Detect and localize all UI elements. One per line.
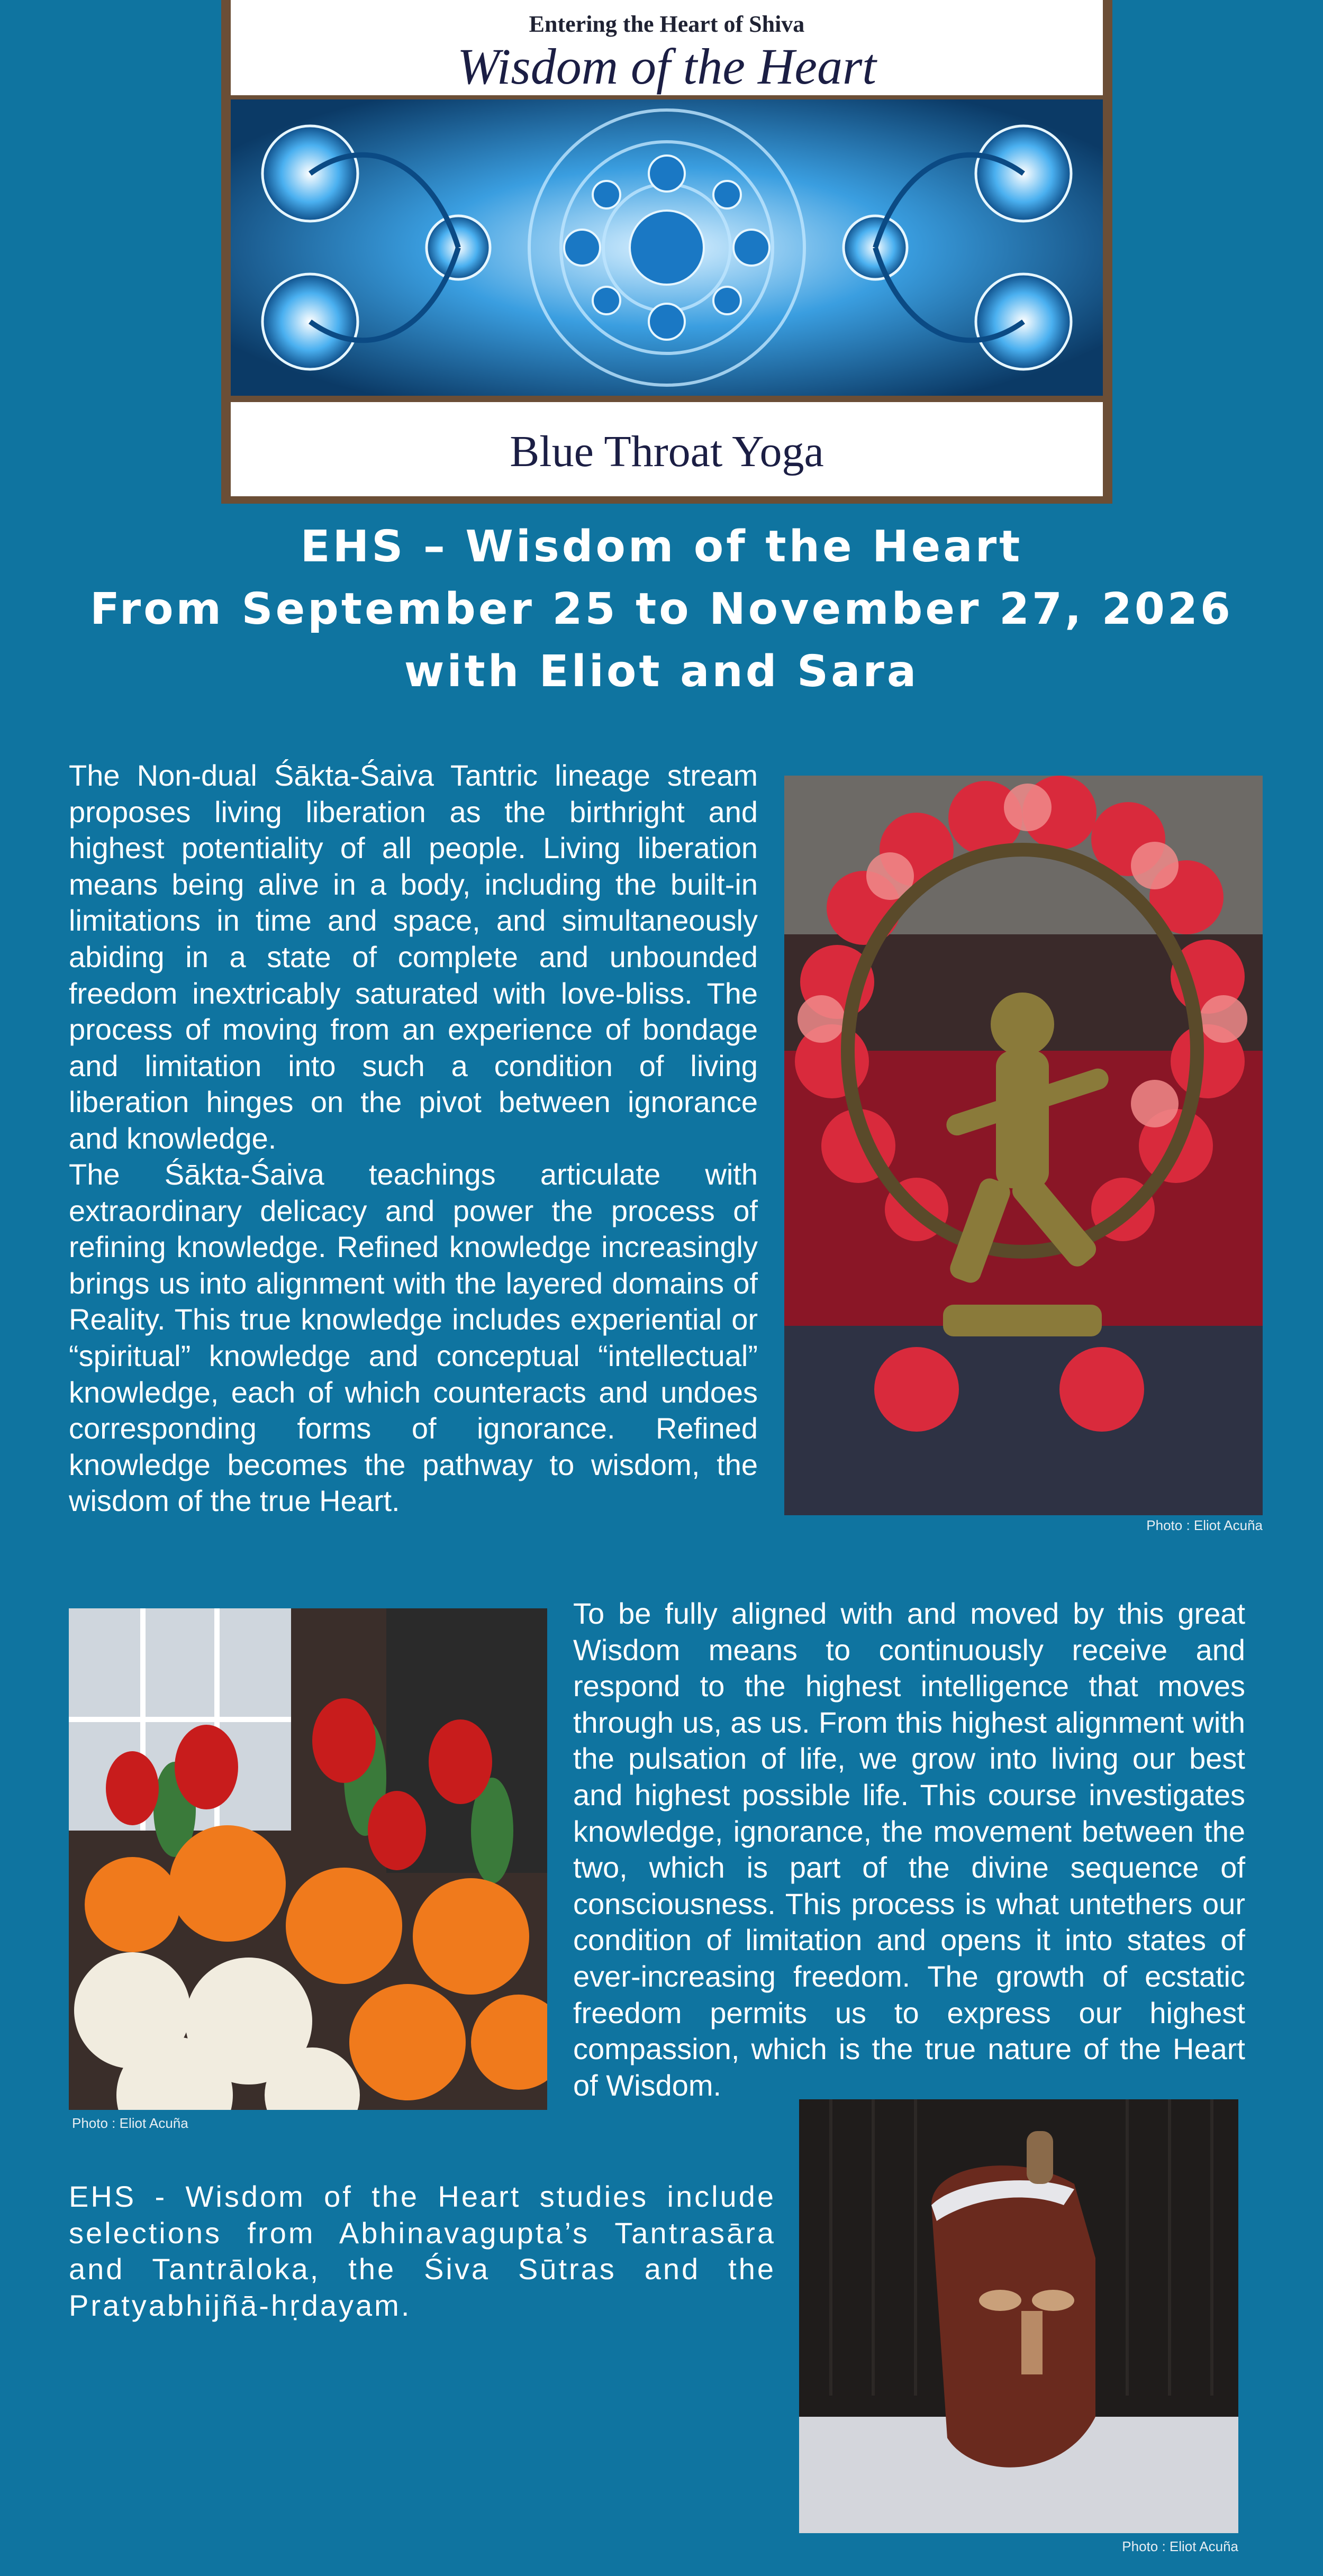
page-headline — [0, 516, 1323, 703]
banner-title: Wisdom of the Heart — [457, 38, 876, 95]
headline-title: EHS – Wisdom of the Heart — [300, 522, 1023, 572]
banner-header — [231, 0, 1103, 99]
photo-caption: Photo : Eliot Acuña — [1146, 1517, 1263, 1533]
paragraph-teachings: The Śākta-Śaiva teachings articulate with extraordinary delicacy and power the process of refining knowledge. Refined knowledge increasingly brings us into alignment with the layered domains of Reality. This true knowledge includes experiential or “spiritual” knowledge and conceptual “intellectual” knowledge, each of which counteracts and undoes corresponding forms of ignorance. Refined knowledge becomes the pathway to wisdom, the wisdom of the true Heart. — [69, 1158, 758, 1518]
headline-teachers: with Eliot and Sara — [404, 647, 919, 697]
photo-flowers — [69, 1608, 547, 2110]
photo-caption: Photo : Eliot Acuña — [1122, 2538, 1238, 2554]
banner-image — [221, 0, 1112, 504]
banner-footer-text: Blue Throat Yoga — [510, 427, 824, 476]
photo-caption: Photo : Eliot Acuña — [72, 2115, 188, 2131]
headline-dates: From September 25 to November 27, 2026 — [89, 584, 1233, 634]
paragraph-lineage: The Non-dual Śākta-Śaiva Tantric lineage stream proposes living liberation as the birthright and highest potentiality of all people. Living liberation means being alive in a body, including the built-in limitations in time and space, and simultaneously abiding in a state of complete and unbounded freedom inextricably saturated with love-bliss. The process of moving from an experience of bondage and limitation into such a condition of living liberation hinges on the pivot between ignorance and knowledge. — [69, 759, 758, 1155]
fractal-artwork — [231, 99, 1103, 396]
photo-shiva-statue — [784, 776, 1263, 1515]
banner-subtitle: Entering the Heart of Shiva — [529, 11, 805, 37]
banner-footer — [231, 402, 1103, 496]
paragraph-studies: EHS - Wisdom of the Heart studies include selections from Abhinavagupta’s Tantrasāra and Tantrāloka, the Śiva Sūtras and the Pratyabhijñā-hṛdayam. — [69, 2180, 776, 2322]
photo-statue-snow — [799, 2099, 1238, 2533]
paragraph-alignment: To be fully aligned with and moved by this great Wisdom means to continuously receive and respond to the highest intelligence that moves through us, as us. From this highest alignment with the pulsation of life, we grow into living our best and highest possible life. This course investigates knowledge, ignorance, the movement between the two, which is part of the divine sequence of consciousness. This process is what untethers our condition of limitation and opens it into states of ever-increasing freedom. The growth of ecstatic freedom permits us to express our highest compassion, which is the true nature of the Heart of Wisdom. — [573, 1597, 1245, 2102]
